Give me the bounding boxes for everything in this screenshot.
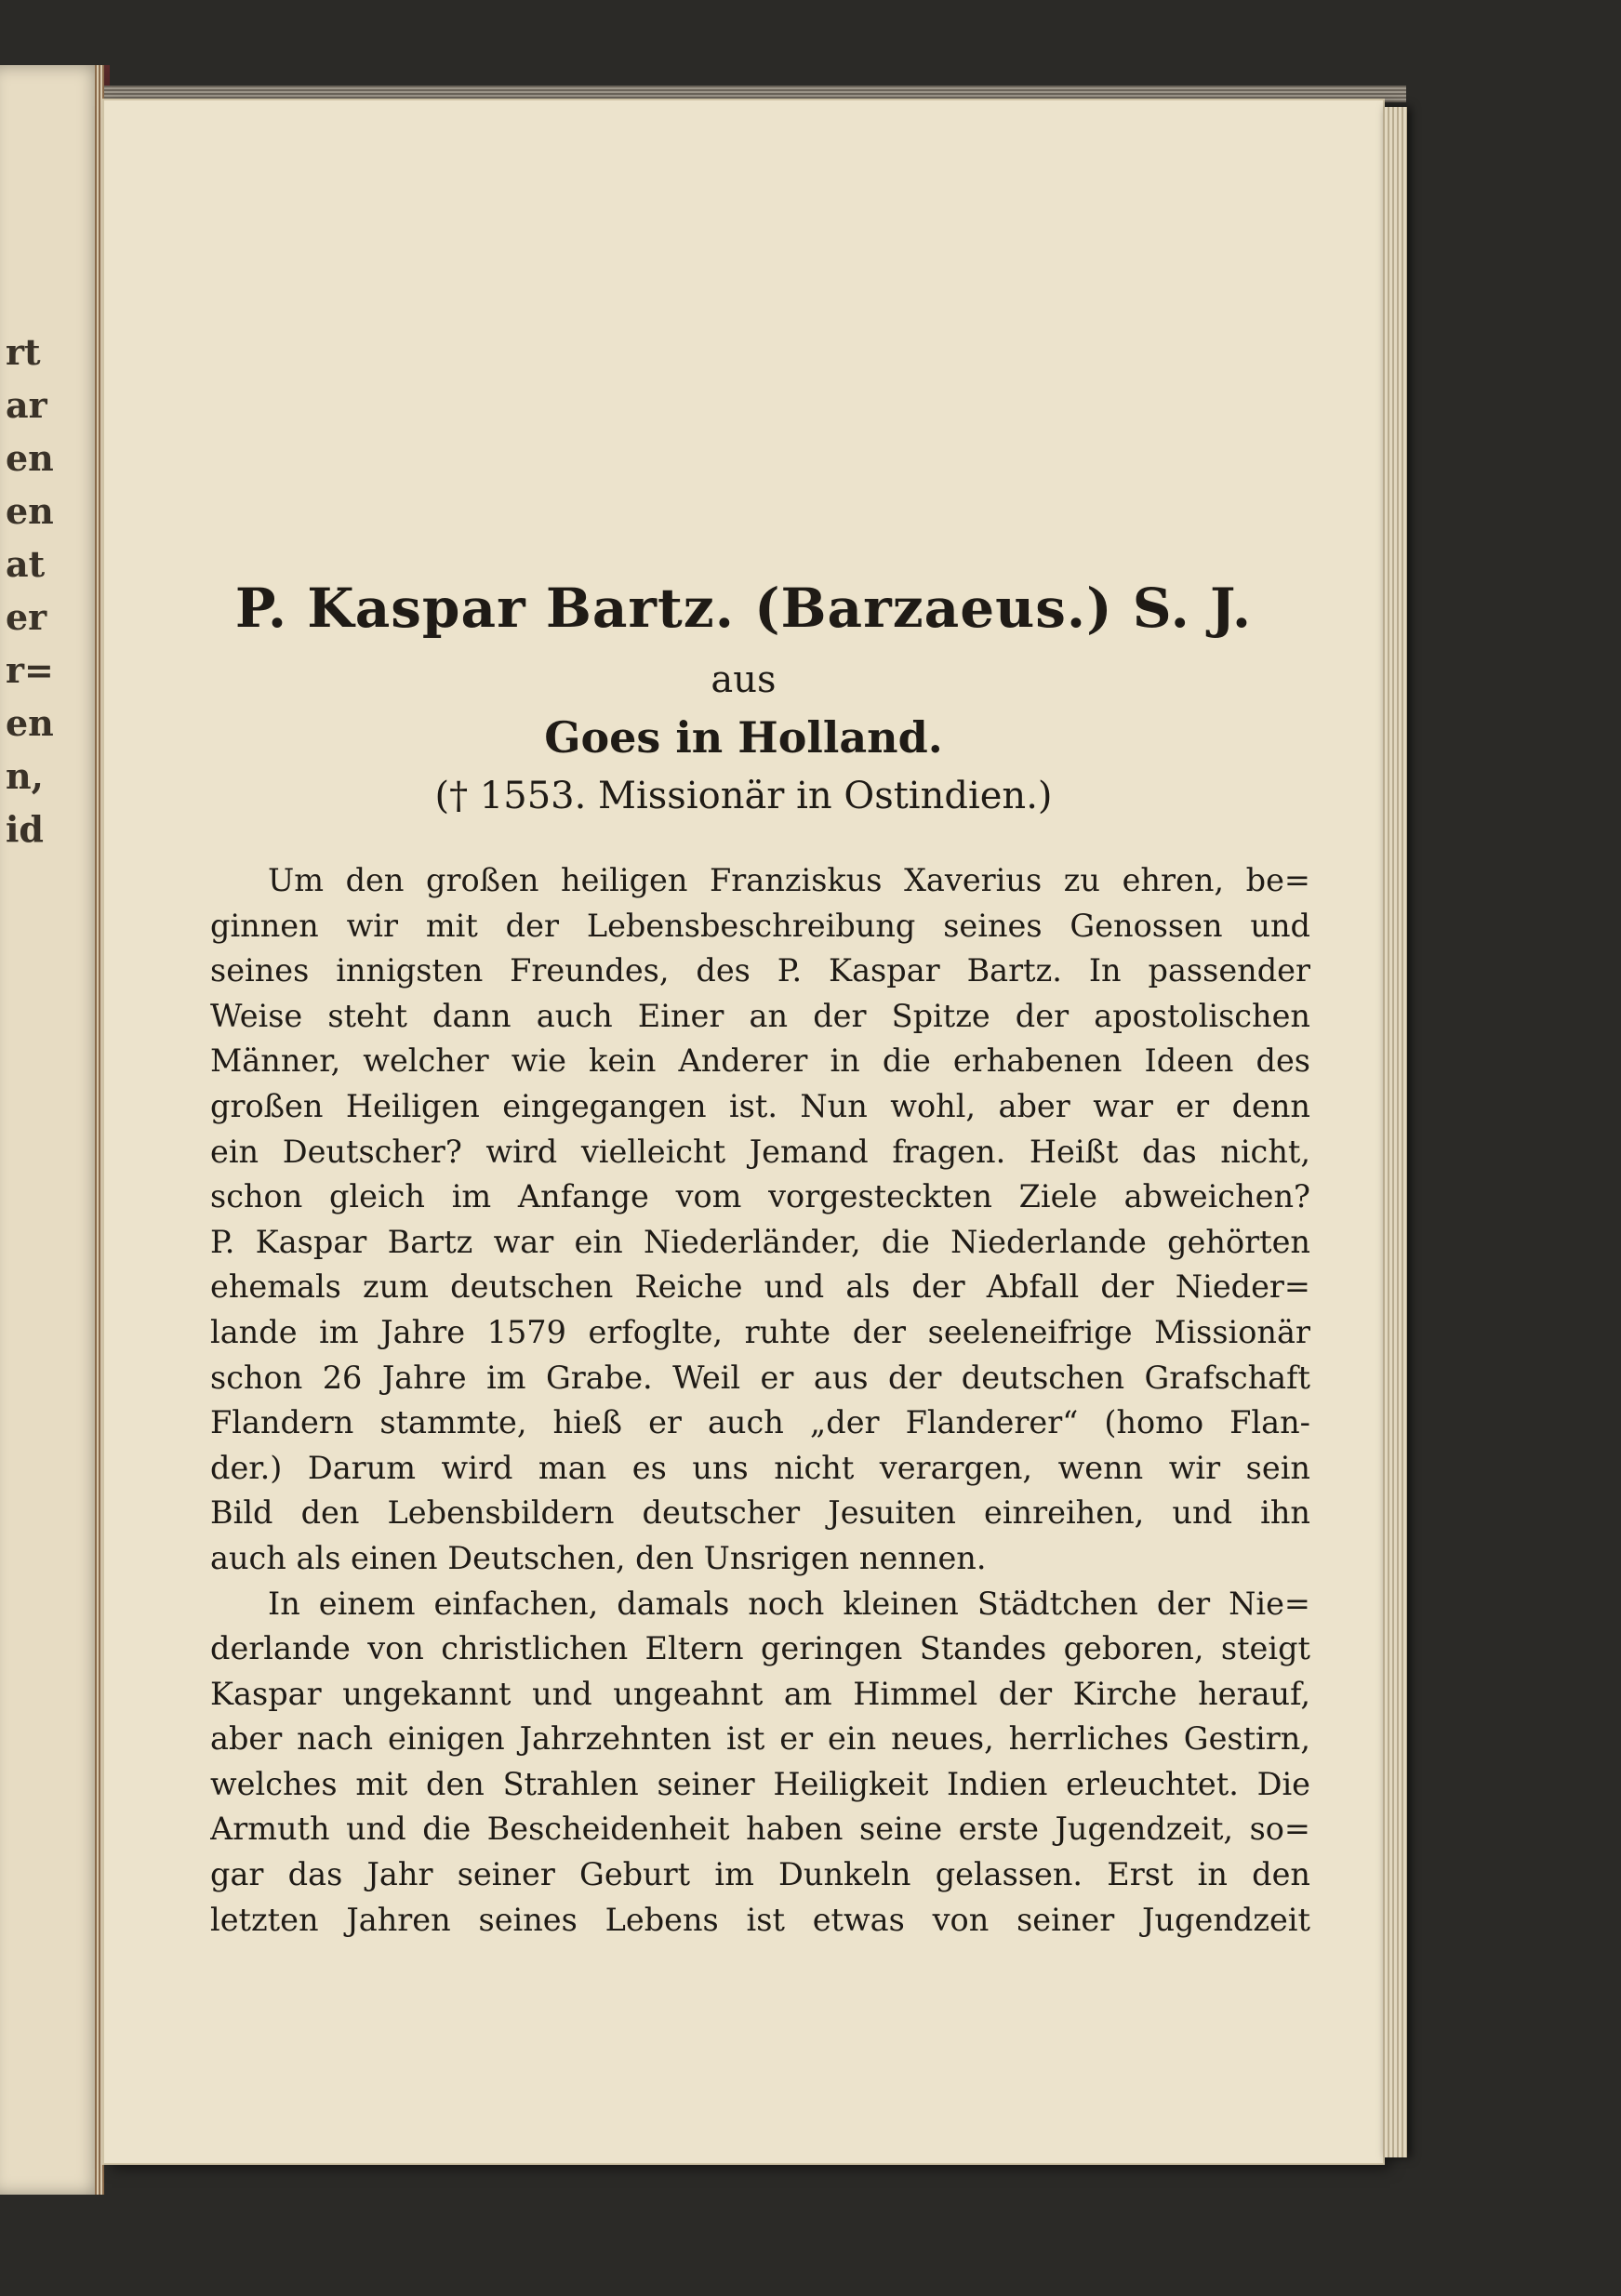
- text-line: Männer, welcher wie kein Anderer in die erhabenen Ideen des: [210, 1042, 1310, 1080]
- text-line: auch als einen Deutschen, den Unsrigen nennen.: [210, 1539, 987, 1576]
- right-page: [104, 100, 1383, 2163]
- text-line: Flandern stammte, hieß er auch „der Flanderer“ (homo Flan-: [210, 1404, 1310, 1441]
- left-page-fragment: en: [6, 490, 54, 532]
- text-line: derlande von christlichen Eltern geringen Standes geboren, steigt: [210, 1630, 1310, 1667]
- text-line: ehemals zum deutschen Reiche und als der Abfall der Nieder=: [210, 1268, 1310, 1306]
- text-line: Weise steht dann auch Einer an der Spitze der apostolischen: [210, 997, 1310, 1034]
- text-line: Um den großen heiligen Franziskus Xaverius zu ehren, be=: [268, 862, 1310, 898]
- left-page-fragment: en: [6, 437, 54, 479]
- article-from: aus: [711, 658, 777, 701]
- text-line: großen Heiligen eingegangen ist. Nun wohl, aber war er denn: [210, 1087, 1310, 1124]
- left-page-fragment: id: [6, 808, 45, 850]
- left-page-fragment: r=: [6, 649, 54, 691]
- text-line: ein Deutscher? wird vielleicht Jemand fragen. Heißt das nicht,: [210, 1133, 1310, 1170]
- left-page-fragment: er: [6, 596, 47, 638]
- text-line: letzten Jahren seines Lebens ist etwas von seiner Jugendzeit: [210, 1901, 1310, 1938]
- text-line: P. Kaspar Bartz war ein Niederländer, die Niederlande gehörten: [210, 1223, 1310, 1260]
- left-page-fragments: [6, 325, 54, 856]
- text-line: seines innigsten Freundes, des P. Kaspar Bartz. In passender: [210, 952, 1310, 989]
- article-dates: († 1553. Missionär in Ostindien.): [434, 775, 1053, 817]
- text-line: ginnen wir mit der Lebensbeschreibung seines Genossen und: [210, 907, 1310, 944]
- page-edge: [1383, 107, 1407, 2157]
- text-line: Armuth und die Bescheidenheit haben seine erste Jugendzeit, so=: [210, 1811, 1310, 1848]
- article-place: Goes in Holland.: [544, 712, 943, 763]
- text-line: lande im Jahre 1579 erfoglte, ruhte der seeleneifrige Missionär: [210, 1313, 1310, 1350]
- text-line: schon gleich im Anfange vom vorgesteckten Ziele abweichen?: [210, 1178, 1310, 1215]
- text-line: der.) Darum wird man es uns nicht verargen, wenn wir sein: [210, 1449, 1310, 1486]
- text-line: Kaspar ungekannt und ungeahnt am Himmel der Kirche herauf,: [210, 1675, 1310, 1712]
- left-page-fragment: at: [6, 543, 46, 585]
- left-page: [0, 65, 104, 2195]
- article-title: P. Kaspar Bartz. (Barzaeus.) S. J.: [234, 577, 1253, 640]
- article-body: [210, 858, 1310, 1943]
- left-page-fragment: ar: [6, 384, 47, 426]
- text-line: Bild den Lebensbildern deutscher Jesuiten einreihen, und ihn: [210, 1494, 1310, 1532]
- text-line: aber nach einigen Jahrzehnten ist er ein neues, herrliches Gestirn,: [210, 1720, 1310, 1758]
- text-line: schon 26 Jahre im Grabe. Weil er aus der deutschen Grafschaft: [210, 1359, 1310, 1396]
- left-page-fragment: rt: [6, 331, 41, 373]
- left-page-edge: [95, 65, 104, 2195]
- text-line: In einem einfachen, damals noch kleinen Städtchen der Nie=: [268, 1585, 1310, 1622]
- text-line: gar das Jahr seiner Geburt im Dunkeln gelassen. Erst in den: [210, 1856, 1310, 1893]
- left-page-fragment: en: [6, 702, 54, 744]
- left-page-fragment: n,: [6, 755, 44, 797]
- text-line: welches mit den Strahlen seiner Heiligkeit Indien erleuchtet. Die: [210, 1765, 1310, 1802]
